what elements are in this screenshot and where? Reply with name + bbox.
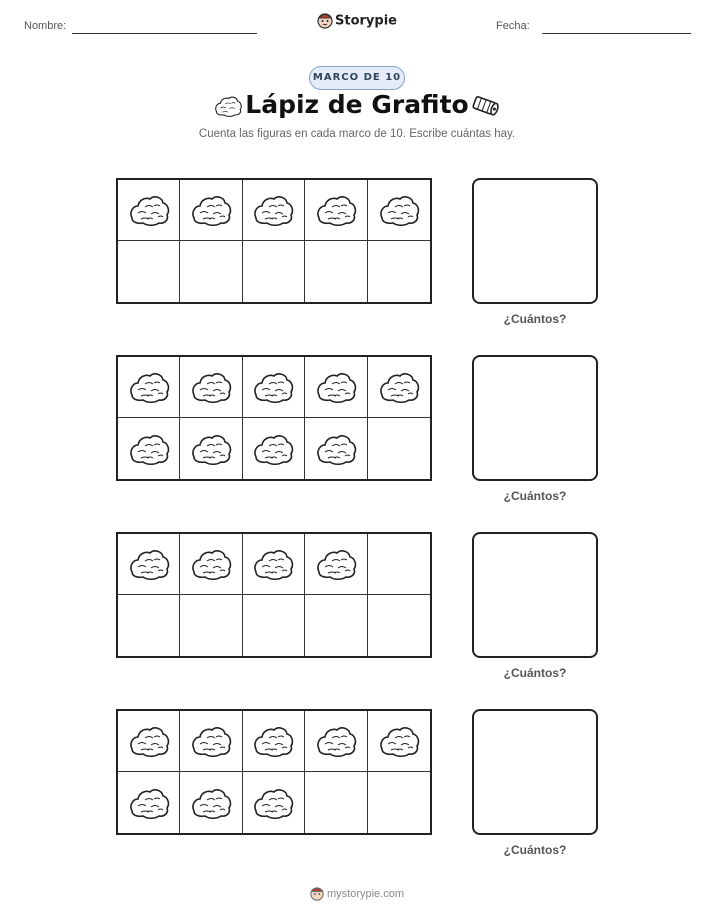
graphite-rock-icon [251, 546, 295, 582]
ten-frame-cell [243, 772, 305, 833]
ten-frame-cell [368, 180, 430, 241]
graphite-rock-icon [127, 785, 171, 821]
ten-frame-cell [243, 357, 305, 418]
ten-frame-cell [180, 180, 242, 241]
footer [0, 886, 714, 902]
ten-frame-cell [118, 180, 180, 241]
graphite-rock-icon [189, 431, 233, 467]
ten-frame [116, 178, 432, 304]
ten-frame-cell [118, 595, 180, 656]
graphite-rock-icon [377, 723, 421, 759]
storypie-mascot-icon [310, 886, 324, 902]
ten-frame-cell [180, 595, 242, 656]
ten-frame-cell [118, 772, 180, 833]
ten-frame-cell [368, 241, 430, 302]
graphite-rock-icon [189, 546, 233, 582]
name-label: Nombre: [24, 20, 67, 32]
ten-frame-cell [243, 534, 305, 595]
ten-frame-cell [118, 534, 180, 595]
ten-frame-cell [180, 534, 242, 595]
answer-box[interactable] [472, 178, 598, 304]
date-label: Fecha: [496, 20, 530, 32]
graphite-rock-icon [127, 192, 171, 228]
brand-logo [0, 12, 714, 30]
ten-frame-cell [368, 711, 430, 772]
page-title: Lápiz de Grafito [245, 90, 469, 119]
ten-frame-cell [180, 241, 242, 302]
worksheet-type-badge: MARCO DE 10 [309, 66, 405, 90]
ten-frame-cell [305, 711, 367, 772]
ten-frame [116, 532, 432, 658]
ten-frame-cell [118, 418, 180, 479]
ten-frame [116, 709, 432, 835]
how-many-label: ¿Cuántos? [503, 489, 567, 503]
graphite-rock-icon [377, 369, 421, 405]
graphite-rock-icon [127, 723, 171, 759]
ten-frame-cell [180, 418, 242, 479]
footer-url: mystorypie.com [326, 888, 405, 900]
graphite-rock-icon [314, 192, 358, 228]
ten-frame-cell [118, 711, 180, 772]
name-line[interactable] [72, 33, 257, 34]
graphite-rock-icon [189, 192, 233, 228]
ten-frame-cell [243, 180, 305, 241]
graphite-rock-icon [314, 431, 358, 467]
ten-frame-cell [305, 241, 367, 302]
ten-frame-cell [305, 772, 367, 833]
ten-frame-cell [368, 534, 430, 595]
graphite-rock-icon [251, 192, 295, 228]
ten-frame-cell [243, 418, 305, 479]
storypie-mascot-icon [317, 12, 333, 30]
date-line[interactable] [542, 33, 691, 34]
ten-frame-cell [243, 241, 305, 302]
ten-frame-cell [368, 595, 430, 656]
answer-box[interactable] [472, 355, 598, 481]
ten-frame-cell [243, 595, 305, 656]
ten-frame-cell [368, 357, 430, 418]
graphite-rock-icon [251, 431, 295, 467]
graphite-rock-icon [314, 723, 358, 759]
instructions: Cuenta las figuras en cada marco de 10. Escribe cuántas hay. [198, 128, 516, 140]
ten-frame-cell [305, 357, 367, 418]
ten-frame-cell [180, 357, 242, 418]
ten-frame-cell [180, 711, 242, 772]
graphite-rock-icon [127, 546, 171, 582]
ten-frame-cell [305, 418, 367, 479]
answer-box[interactable] [472, 532, 598, 658]
graphite-rock-icon [127, 431, 171, 467]
graphite-rock-icon [189, 723, 233, 759]
ten-frame [116, 355, 432, 481]
pencil-stub-icon [470, 93, 502, 119]
ten-frame-cell [243, 711, 305, 772]
ten-frame-cell [305, 534, 367, 595]
graphite-rock-icon [189, 369, 233, 405]
ten-frame-cell [118, 357, 180, 418]
brand-name: Storypie [335, 13, 397, 29]
answer-box[interactable] [472, 709, 598, 835]
how-many-label: ¿Cuántos? [503, 666, 567, 680]
graphite-rock-icon [251, 723, 295, 759]
graphite-rock-icon [314, 546, 358, 582]
graphite-rock-icon [314, 369, 358, 405]
how-many-label: ¿Cuántos? [503, 312, 567, 326]
ten-frame-cell [368, 418, 430, 479]
how-many-label: ¿Cuántos? [503, 843, 567, 857]
ten-frame-cell [305, 180, 367, 241]
ten-frame-cell [180, 772, 242, 833]
ten-frame-cell [368, 772, 430, 833]
graphite-rock-icon [251, 785, 295, 821]
ten-frame-cell [118, 241, 180, 302]
graphite-rock-icon [127, 369, 171, 405]
ten-frame-cell [305, 595, 367, 656]
graphite-rock-icon [189, 785, 233, 821]
graphite-rock-icon [251, 369, 295, 405]
graphite-rock-icon [377, 192, 421, 228]
